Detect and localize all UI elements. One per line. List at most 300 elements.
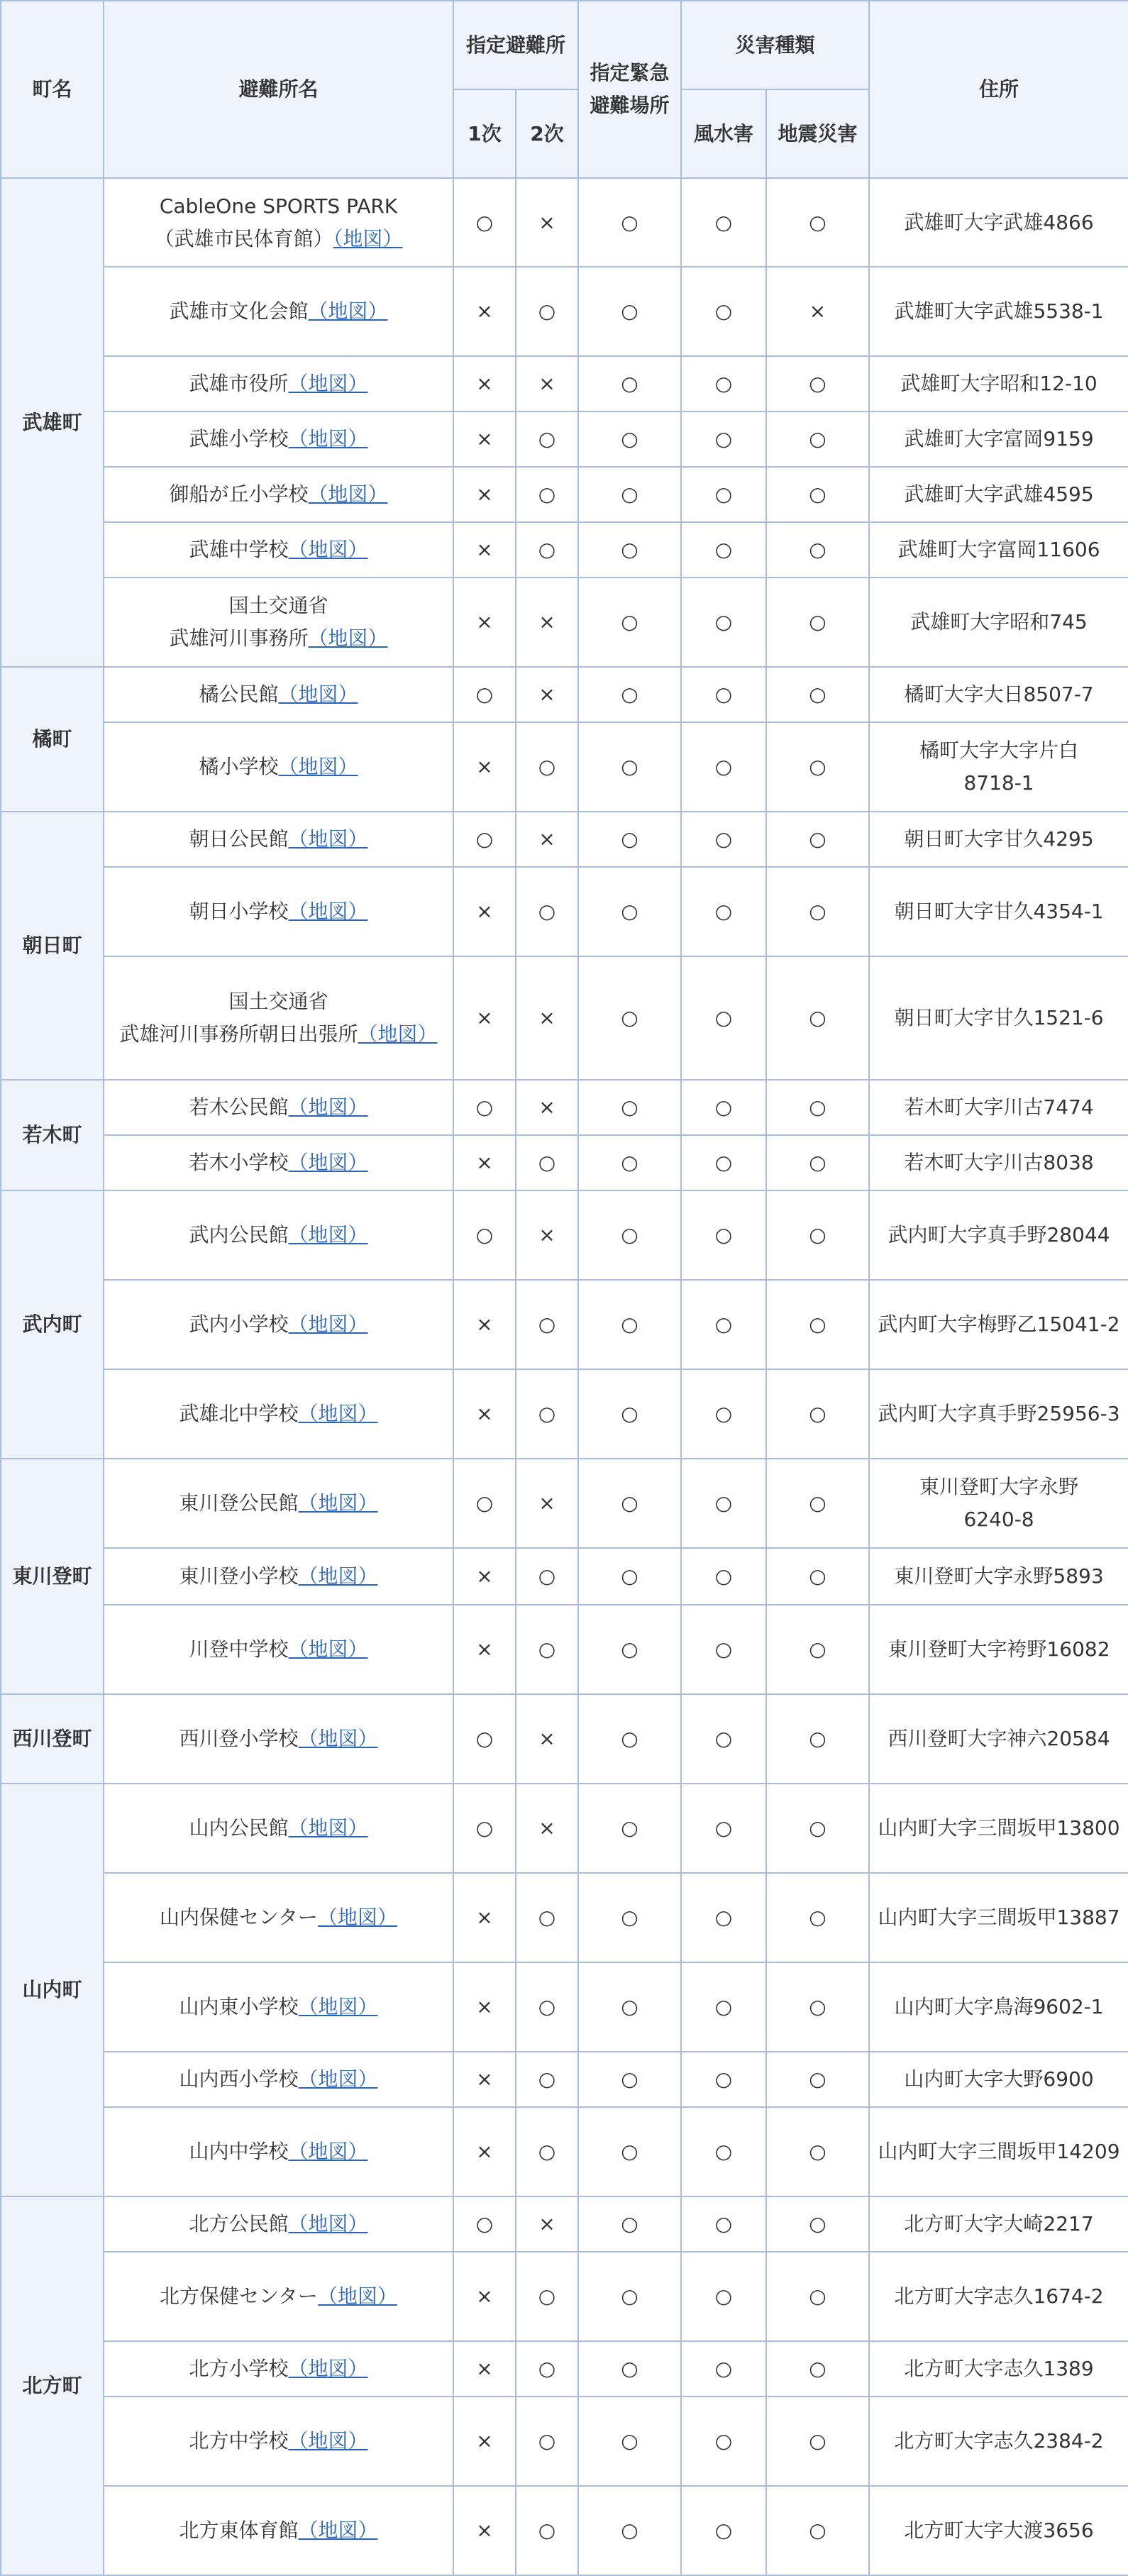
shelter-name-cell (104, 356, 453, 411)
table-row (1, 267, 1128, 356)
shelter-name: 東川登公民館 (179, 1491, 299, 1515)
flood-mark: ○ (681, 2341, 766, 2397)
address-cell (869, 1873, 1128, 1962)
table-row (1, 956, 1128, 1080)
header-primary: 1次 (453, 89, 516, 178)
map-link[interactable]: （地図） (288, 1312, 368, 1336)
map-link[interactable]: （地図） (288, 900, 368, 923)
secondary-shelter-mark: ○ (516, 1369, 578, 1459)
map-link[interactable]: （地図） (288, 372, 368, 395)
table-row (1, 467, 1128, 522)
town-name: 朝日町 (1, 812, 104, 1080)
shelter-name-cell (104, 2107, 453, 2196)
emergency-site-mark: ○ (578, 1080, 681, 1135)
map-link[interactable]: （地図） (308, 482, 388, 506)
address-text: 山内町大字鳥海9602-1 (894, 1995, 1104, 2018)
address-cell (869, 722, 1128, 812)
primary-shelter-mark: × (453, 1962, 516, 2052)
shelter-name: 北方公民館 (189, 2212, 289, 2235)
map-link[interactable]: （地図） (288, 1095, 368, 1119)
primary-shelter-mark: × (453, 467, 516, 522)
secondary-shelter-mark: × (516, 1459, 578, 1548)
address-text: 6240-8 (963, 1508, 1034, 1531)
emergency-site-mark: ○ (578, 1190, 681, 1280)
address-cell (869, 411, 1128, 467)
secondary-shelter-mark: ○ (516, 2397, 578, 2486)
earthquake-mark: ○ (766, 1962, 869, 2052)
map-link[interactable]: （地図） (333, 226, 403, 250)
shelter-name: 武雄市文化会館 (169, 299, 309, 323)
earthquake-mark: ○ (766, 1784, 869, 1873)
earthquake-mark: ○ (766, 1190, 869, 1280)
flood-mark: ○ (681, 812, 766, 867)
shelter-name-cell (104, 1280, 453, 1369)
table-row (1, 2252, 1128, 2341)
table-row (1, 2052, 1128, 2107)
emergency-site-mark: ○ (578, 1962, 681, 2052)
earthquake-mark: ○ (766, 1080, 869, 1135)
shelter-name-cell (104, 522, 453, 577)
secondary-shelter-mark: × (516, 577, 578, 667)
shelter-name: 若木小学校 (189, 1151, 289, 1174)
address-text: 8718-1 (963, 771, 1034, 795)
shelter-name: 武雄北中学校 (179, 1402, 299, 1425)
table-row (1, 2397, 1128, 2486)
emergency-site-mark: ○ (578, 2252, 681, 2341)
address-cell (869, 1548, 1128, 1605)
address-text: 西川登町大字神六20584 (888, 1727, 1110, 1750)
address-cell (869, 1190, 1128, 1280)
shelter-name-cell (104, 1369, 453, 1459)
table-row (1, 1873, 1128, 1962)
flood-mark: ○ (681, 1873, 766, 1962)
shelter-name: 武雄小学校 (189, 427, 289, 450)
address-cell (869, 1962, 1128, 2052)
address-text: 武雄町大字昭和12-10 (900, 372, 1097, 395)
emergency-site-mark: ○ (578, 267, 681, 356)
shelter-name: 朝日公民館 (189, 827, 289, 851)
primary-shelter-mark: × (453, 2252, 516, 2341)
shelter-name: （武雄市民体育館） (154, 226, 333, 250)
flood-mark: ○ (681, 522, 766, 577)
shelter-name-cell (104, 1873, 453, 1962)
address-text: 東川登町大字永野5893 (894, 1564, 1104, 1588)
emergency-site-mark: ○ (578, 812, 681, 867)
primary-shelter-mark: × (453, 411, 516, 467)
emergency-site-mark: ○ (578, 411, 681, 467)
table-row (1, 722, 1128, 812)
map-link[interactable]: （地図） (278, 682, 358, 706)
map-link[interactable]: （地図） (288, 2140, 368, 2163)
secondary-shelter-mark: × (516, 1694, 578, 1784)
earthquake-mark: ○ (766, 1369, 869, 1459)
shelter-name-cell (104, 1135, 453, 1190)
table-row (1, 411, 1128, 467)
address-text: 東川登町大字永野 (919, 1475, 1079, 1498)
header-shelter-name: 避難所名 (104, 1, 453, 178)
address-text: 朝日町大字甘久4354-1 (894, 900, 1104, 923)
emergency-site-mark: ○ (578, 667, 681, 722)
table-row (1, 1280, 1128, 1369)
flood-mark: ○ (681, 2107, 766, 2196)
primary-shelter-mark: ○ (453, 2196, 516, 2252)
flood-mark: ○ (681, 577, 766, 667)
secondary-shelter-mark: ○ (516, 267, 578, 356)
flood-mark: ○ (681, 1784, 766, 1873)
address-text: 若木町大字川古8038 (904, 1151, 1094, 1174)
secondary-shelter-mark: × (516, 2196, 578, 2252)
secondary-shelter-mark: ○ (516, 522, 578, 577)
earthquake-mark: ○ (766, 722, 869, 812)
map-link[interactable]: （地図） (288, 1816, 368, 1840)
shelter-name-cell (104, 2397, 453, 2486)
address-text: 武内町大字梅野乙15041-2 (878, 1312, 1120, 1336)
primary-shelter-mark: × (453, 1135, 516, 1190)
primary-shelter-mark: × (453, 956, 516, 1080)
address-text: 東川登町大字袴野16082 (888, 1637, 1110, 1661)
shelter-name: 武雄河川事務所朝日出張所 (119, 1022, 358, 1046)
address-cell (869, 1369, 1128, 1459)
address-text: 朝日町大字甘久1521-6 (894, 1006, 1104, 1029)
emergency-site-mark: ○ (578, 2107, 681, 2196)
address-text: 武内町大字真手野25956-3 (878, 1402, 1120, 1425)
address-cell (869, 1080, 1128, 1135)
map-link[interactable]: （地図） (278, 755, 358, 778)
table-row (1, 1190, 1128, 1280)
secondary-shelter-mark: ○ (516, 2107, 578, 2196)
address-text: 北方町大字志久1674-2 (894, 2284, 1104, 2308)
emergency-site-mark: ○ (578, 1459, 681, 1548)
header-town: 町名 (1, 1, 104, 178)
flood-mark: ○ (681, 1605, 766, 1694)
earthquake-mark: ○ (766, 1605, 869, 1694)
emergency-site-mark: ○ (578, 2341, 681, 2397)
shelter-name: 朝日小学校 (189, 900, 289, 923)
flood-mark: ○ (681, 1548, 766, 1605)
header-disaster-type: 災害種類 (681, 1, 869, 89)
primary-shelter-mark: × (453, 2107, 516, 2196)
address-cell (869, 1280, 1128, 1369)
flood-mark: ○ (681, 2397, 766, 2486)
primary-shelter-mark: × (453, 1280, 516, 1369)
secondary-shelter-mark: × (516, 667, 578, 722)
table-row (1, 1369, 1128, 1459)
header-emergency-line1: 指定緊急 (590, 61, 670, 84)
shelter-name-cell (104, 2052, 453, 2107)
header-flood: 風水害 (681, 89, 766, 178)
town-name: 橘町 (1, 667, 104, 812)
table-row (1, 1784, 1128, 1873)
earthquake-mark: ○ (766, 2107, 869, 2196)
earthquake-mark: ○ (766, 2486, 869, 2575)
primary-shelter-mark: ○ (453, 812, 516, 867)
shelter-name: 武雄市役所 (189, 372, 289, 395)
address-text: 武雄町大字武雄5538-1 (894, 299, 1104, 323)
flood-mark: ○ (681, 411, 766, 467)
emergency-site-mark: ○ (578, 867, 681, 956)
table-row (1, 2107, 1128, 2196)
earthquake-mark: × (766, 267, 869, 356)
flood-mark: ○ (681, 356, 766, 411)
header-earthquake: 地震災害 (766, 89, 869, 178)
earthquake-mark: ○ (766, 1873, 869, 1962)
emergency-site-mark: ○ (578, 2397, 681, 2486)
address-cell (869, 522, 1128, 577)
flood-mark: ○ (681, 1280, 766, 1369)
primary-shelter-mark: × (453, 1369, 516, 1459)
address-cell (869, 178, 1128, 267)
shelter-name-cell (104, 867, 453, 956)
address-text: 武雄町大字昭和745 (910, 610, 1088, 634)
table-row (1, 2341, 1128, 2397)
shelter-name: 橘小学校 (199, 755, 279, 778)
flood-mark: ○ (681, 178, 766, 267)
shelter-name: 北方中学校 (189, 2429, 289, 2453)
earthquake-mark: ○ (766, 411, 869, 467)
map-link[interactable]: （地図） (298, 1402, 378, 1425)
map-link[interactable]: （地図） (298, 1727, 378, 1750)
address-text: 橘町大字大字片白 (919, 739, 1079, 762)
shelter-name-cell (104, 812, 453, 867)
primary-shelter-mark: × (453, 1605, 516, 1694)
address-text: 武内町大字真手野28044 (888, 1223, 1110, 1246)
map-link[interactable]: （地図） (288, 2212, 368, 2235)
shelter-name: CableOne SPORTS PARK (159, 194, 398, 218)
header-emergency-line2: 避難場所 (590, 94, 670, 117)
table-header (1, 1, 1128, 178)
earthquake-mark: ○ (766, 956, 869, 1080)
emergency-site-mark: ○ (578, 1873, 681, 1962)
primary-shelter-mark: × (453, 722, 516, 812)
address-cell (869, 577, 1128, 667)
secondary-shelter-mark: × (516, 356, 578, 411)
shelter-name: 山内中学校 (189, 2140, 289, 2163)
address-cell (869, 467, 1128, 522)
flood-mark: ○ (681, 2252, 766, 2341)
earthquake-mark: ○ (766, 2397, 869, 2486)
table-row (1, 1548, 1128, 1605)
flood-mark: ○ (681, 2486, 766, 2575)
map-link[interactable]: （地図） (298, 2067, 378, 2091)
shelter-name-cell (104, 2486, 453, 2575)
secondary-shelter-mark: × (516, 812, 578, 867)
map-link[interactable]: （地図） (288, 2429, 368, 2453)
map-link[interactable]: （地図） (298, 1491, 378, 1515)
map-link[interactable]: （地図） (288, 1151, 368, 1174)
emergency-site-mark: ○ (578, 522, 681, 577)
address-cell (869, 2397, 1128, 2486)
secondary-shelter-mark: ○ (516, 867, 578, 956)
flood-mark: ○ (681, 1694, 766, 1784)
shelter-name: 国土交通省 (228, 990, 328, 1013)
address-text: 武雄町大字富岡9159 (904, 427, 1094, 450)
flood-mark: ○ (681, 1459, 766, 1548)
address-text: 北方町大字大崎2217 (904, 2212, 1094, 2235)
primary-shelter-mark: × (453, 867, 516, 956)
address-text: 武雄町大字武雄4595 (904, 482, 1094, 506)
flood-mark: ○ (681, 956, 766, 1080)
header-designated-shelter: 指定避難所 (453, 1, 578, 89)
shelter-name-cell (104, 178, 453, 267)
primary-shelter-mark: × (453, 1873, 516, 1962)
primary-shelter-mark: × (453, 267, 516, 356)
secondary-shelter-mark: ○ (516, 1548, 578, 1605)
secondary-shelter-mark: × (516, 1080, 578, 1135)
address-text: 山内町大字三間坂甲13887 (878, 1906, 1120, 1929)
emergency-site-mark: ○ (578, 1605, 681, 1694)
table-row (1, 867, 1128, 956)
shelter-name-cell (104, 1784, 453, 1873)
table-row (1, 522, 1128, 577)
shelter-name: 武雄河川事務所 (169, 626, 309, 650)
earthquake-mark: ○ (766, 867, 869, 956)
flood-mark: ○ (681, 1962, 766, 2052)
address-text: 武雄町大字富岡11606 (897, 538, 1100, 561)
shelter-name: 北方小学校 (189, 2357, 289, 2380)
map-link[interactable]: （地図） (298, 1995, 378, 2018)
primary-shelter-mark: ○ (453, 1459, 516, 1548)
map-link[interactable]: （地図） (288, 1637, 368, 1661)
earthquake-mark: ○ (766, 2196, 869, 2252)
secondary-shelter-mark: ○ (516, 467, 578, 522)
earthquake-mark: ○ (766, 1694, 869, 1784)
map-link[interactable]: （地図） (358, 1022, 438, 1046)
secondary-shelter-mark: × (516, 178, 578, 267)
address-text: 北方町大字大渡3656 (904, 2519, 1094, 2542)
shelter-name: 山内保健センター (160, 1906, 318, 1929)
secondary-shelter-mark: ○ (516, 2486, 578, 2575)
emergency-site-mark: ○ (578, 2196, 681, 2252)
flood-mark: ○ (681, 1135, 766, 1190)
map-link[interactable]: （地図） (298, 1564, 378, 1588)
address-cell (869, 356, 1128, 411)
emergency-site-mark: ○ (578, 2052, 681, 2107)
shelter-name: 北方東体育館 (179, 2519, 299, 2542)
primary-shelter-mark: ○ (453, 1694, 516, 1784)
secondary-shelter-mark: ○ (516, 2252, 578, 2341)
secondary-shelter-mark: ○ (516, 1962, 578, 2052)
address-text: 山内町大字三間坂甲14209 (878, 2140, 1120, 2163)
shelter-name-cell (104, 1459, 453, 1548)
table-row (1, 667, 1128, 722)
shelter-name: 橘公民館 (199, 682, 279, 706)
primary-shelter-mark: × (453, 522, 516, 577)
earthquake-mark: ○ (766, 667, 869, 722)
shelter-name: 山内西小学校 (179, 2067, 299, 2091)
shelter-name-cell (104, 577, 453, 667)
secondary-shelter-mark: × (516, 1784, 578, 1873)
address-cell (869, 267, 1128, 356)
emergency-site-mark: ○ (578, 1548, 681, 1605)
map-link[interactable]: （地図） (317, 2284, 397, 2308)
flood-mark: ○ (681, 867, 766, 956)
table-row (1, 1459, 1128, 1548)
earthquake-mark: ○ (766, 522, 869, 577)
address-cell (869, 667, 1128, 722)
address-cell (869, 2486, 1128, 2575)
shelter-name: 若木公民館 (189, 1095, 289, 1119)
primary-shelter-mark: × (453, 577, 516, 667)
shelter-name-cell (104, 2252, 453, 2341)
map-link[interactable]: （地図） (298, 2519, 378, 2542)
earthquake-mark: ○ (766, 467, 869, 522)
shelter-name: 武内公民館 (189, 1223, 289, 1246)
secondary-shelter-mark: ○ (516, 1873, 578, 1962)
address-cell (869, 1784, 1128, 1873)
map-link[interactable]: （地図） (308, 626, 388, 650)
map-link[interactable]: （地図） (288, 827, 368, 851)
emergency-site-mark: ○ (578, 1280, 681, 1369)
shelter-name-cell (104, 2341, 453, 2397)
shelter-name-cell (104, 722, 453, 812)
earthquake-mark: ○ (766, 1548, 869, 1605)
table-row (1, 812, 1128, 867)
earthquake-mark: ○ (766, 577, 869, 667)
map-link[interactable]: （地図） (317, 1906, 397, 1929)
header-secondary: 2次 (516, 89, 578, 178)
flood-mark: ○ (681, 722, 766, 812)
primary-shelter-mark: ○ (453, 1784, 516, 1873)
emergency-site-mark: ○ (578, 956, 681, 1080)
earthquake-mark: ○ (766, 2052, 869, 2107)
earthquake-mark: ○ (766, 178, 869, 267)
primary-shelter-mark: × (453, 2341, 516, 2397)
map-link[interactable]: （地図） (288, 538, 368, 561)
town-name: 西川登町 (1, 1694, 104, 1784)
table-body (1, 178, 1128, 2575)
table-row (1, 178, 1128, 267)
map-link[interactable]: （地図） (288, 427, 368, 450)
map-link[interactable]: （地図） (288, 2357, 368, 2380)
emergency-site-mark: ○ (578, 577, 681, 667)
primary-shelter-mark: ○ (453, 667, 516, 722)
shelter-name: 東川登小学校 (179, 1564, 299, 1588)
flood-mark: ○ (681, 2052, 766, 2107)
primary-shelter-mark: ○ (453, 178, 516, 267)
shelter-name: 国土交通省 (228, 594, 328, 617)
shelter-name-cell (104, 956, 453, 1080)
address-cell (869, 812, 1128, 867)
secondary-shelter-mark: ○ (516, 1605, 578, 1694)
header-address: 住所 (869, 1, 1128, 178)
primary-shelter-mark: ○ (453, 1190, 516, 1280)
secondary-shelter-mark: ○ (516, 2341, 578, 2397)
map-link[interactable]: （地図） (288, 1223, 368, 1246)
address-text: 橘町大字大日8507-7 (904, 682, 1094, 706)
table-row (1, 2486, 1128, 2575)
header-emergency-evacuation-site (578, 1, 681, 178)
emergency-site-mark: ○ (578, 467, 681, 522)
secondary-shelter-mark: × (516, 1190, 578, 1280)
flood-mark: ○ (681, 267, 766, 356)
shelter-name-cell (104, 1548, 453, 1605)
earthquake-mark: ○ (766, 1135, 869, 1190)
emergency-site-mark: ○ (578, 1694, 681, 1784)
primary-shelter-mark: ○ (453, 1080, 516, 1135)
map-link[interactable]: （地図） (308, 299, 388, 323)
address-cell (869, 2052, 1128, 2107)
address-cell (869, 2196, 1128, 2252)
address-cell (869, 956, 1128, 1080)
address-text: 北方町大字志久1389 (904, 2357, 1094, 2380)
shelter-name-cell (104, 1190, 453, 1280)
primary-shelter-mark: × (453, 2486, 516, 2575)
emergency-site-mark: ○ (578, 1369, 681, 1459)
flood-mark: ○ (681, 667, 766, 722)
emergency-site-mark: ○ (578, 722, 681, 812)
address-text: 北方町大字志久2384-2 (894, 2429, 1104, 2453)
address-text: 朝日町大字甘久4295 (904, 827, 1094, 851)
